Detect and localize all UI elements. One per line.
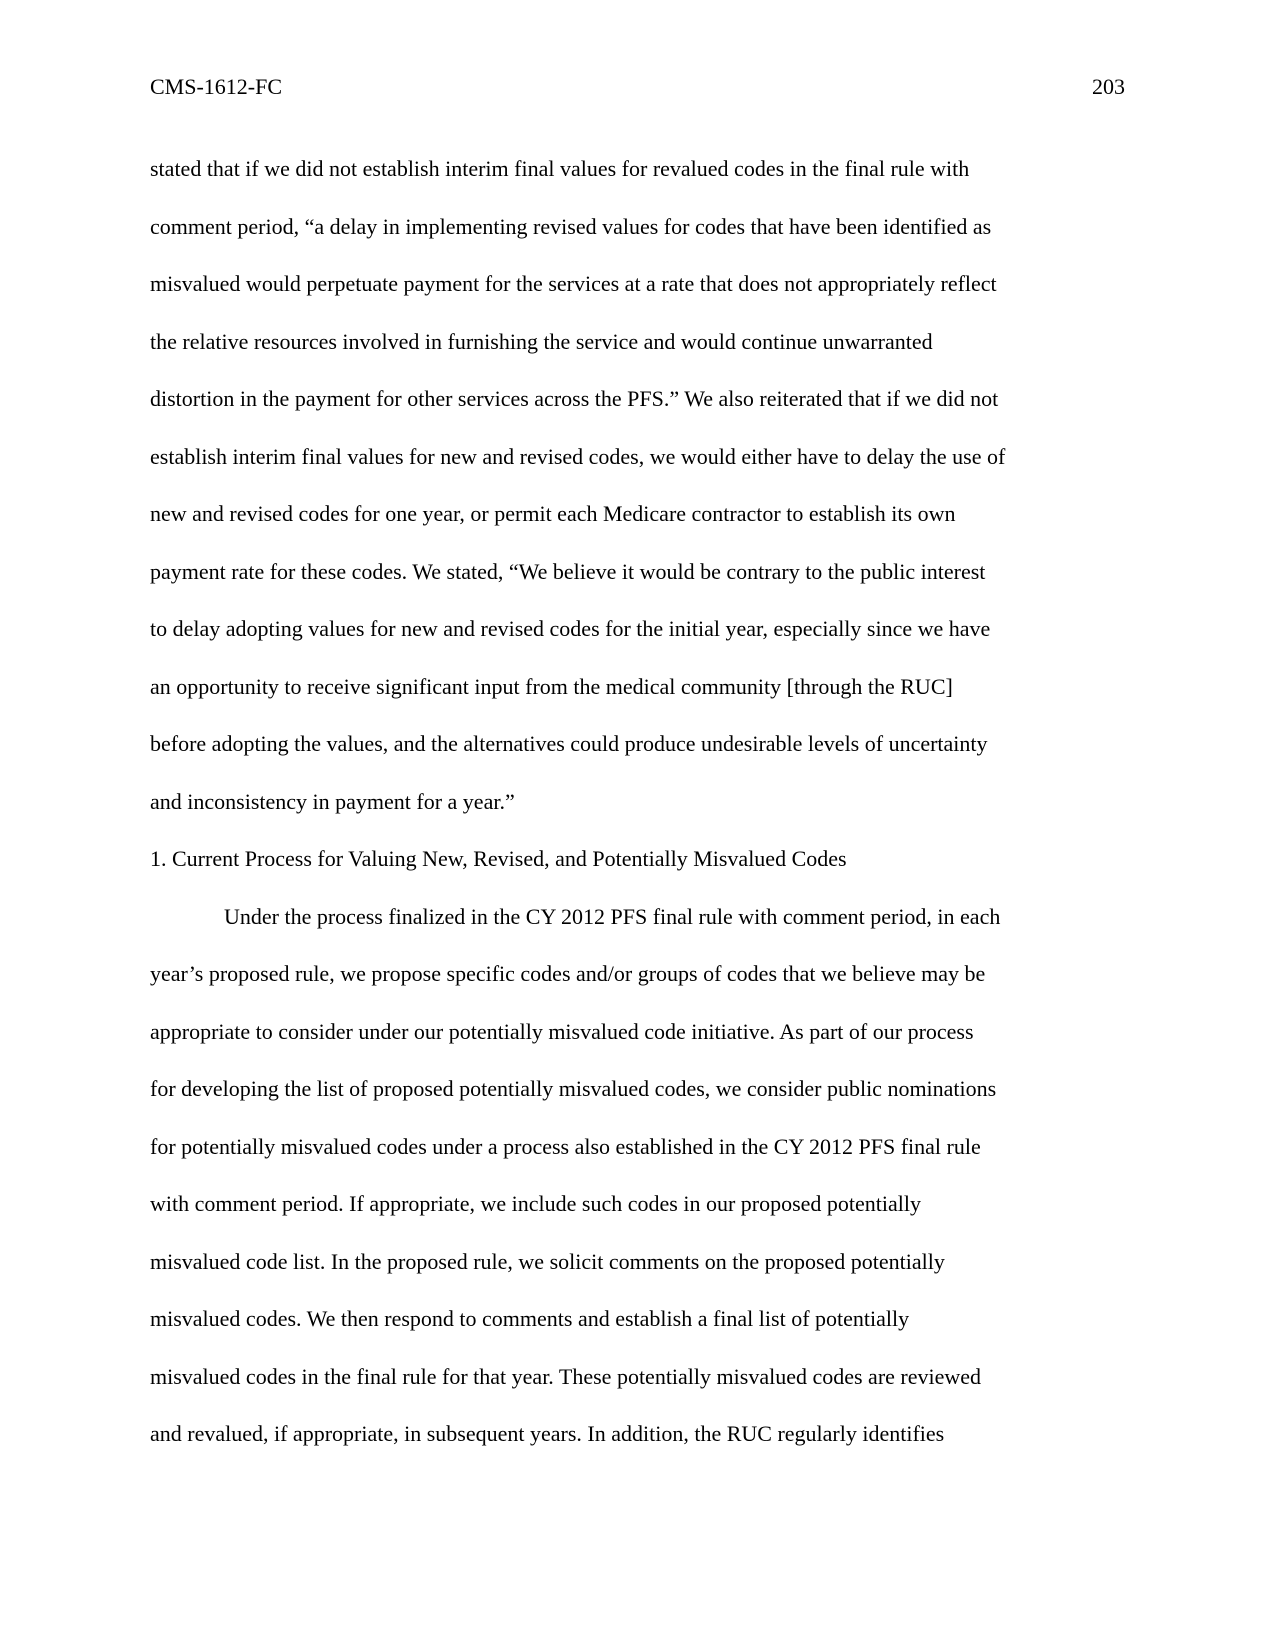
text-line: an opportunity to receive significant input from the medical community [through the RUC] (150, 673, 953, 699)
text-line: for developing the list of proposed potentially misvalued codes, we consider public nominations (150, 1076, 997, 1101)
document-body (150, 140, 1125, 1463)
text-line: distortion in the payment for other services across the PFS.” We also reiterated that if we did not (150, 386, 999, 411)
text-line: establish interim final values for new and revised codes, we would either have to delay the use of (150, 443, 1006, 469)
text-line: new and revised codes for one year, or permit each Medicare contractor to establish its own (150, 501, 956, 526)
text-line: misvalued would perpetuate payment for the services at a rate that does not appropriately reflect (150, 271, 997, 296)
document-id: CMS-1612-FC (150, 74, 283, 99)
text-line: payment rate for these codes. We stated, “We believe it would be contrary to the public interest (150, 558, 986, 584)
text-line: Under the process finalized in the CY 2012 PFS final rule with comment period, in each (224, 903, 1001, 929)
text-line: appropriate to consider under our potentially misvalued code initiative. As part of our process (150, 1018, 974, 1044)
text-line: with comment period. If appropriate, we include such codes in our proposed potentially (150, 1191, 922, 1216)
text-line: misvalued codes. We then respond to comments and establish a final list of potentially (150, 1306, 910, 1331)
text-line: stated that if we did not establish interim final values for revalued codes in the final rule with (150, 156, 970, 181)
text-line: to delay adopting values for new and revised codes for the initial year, especially since we have (150, 616, 991, 641)
page-header (150, 72, 1125, 102)
text-line: before adopting the values, and the alternatives could produce undesirable levels of uncertainty (150, 731, 988, 756)
text-line: and revalued, if appropriate, in subsequent years. In addition, the RUC regularly identifies (150, 1421, 945, 1446)
text-line: the relative resources involved in furnishing the service and would continue unwarranted (150, 328, 933, 354)
text-line: and inconsistency in payment for a year.” (150, 788, 515, 814)
text-line: misvalued code list. In the proposed rule, we solicit comments on the proposed potentially (150, 1248, 945, 1274)
text-line: comment period, “a delay in implementing revised values for codes that have been identified as (150, 213, 992, 239)
text-line: year’s proposed rule, we propose specific codes and/or groups of codes that we believe may be (150, 961, 986, 986)
text-line: for potentially misvalued codes under a process also established in the CY 2012 PFS final rule (150, 1133, 981, 1159)
page-number: 203 (1092, 74, 1125, 99)
section-heading: 1. Current Process for Valuing New, Revised, and Potentially Misvalued Codes (150, 846, 847, 871)
text-line: misvalued codes in the final rule for that year. These potentially misvalued codes are reviewed (150, 1363, 982, 1389)
